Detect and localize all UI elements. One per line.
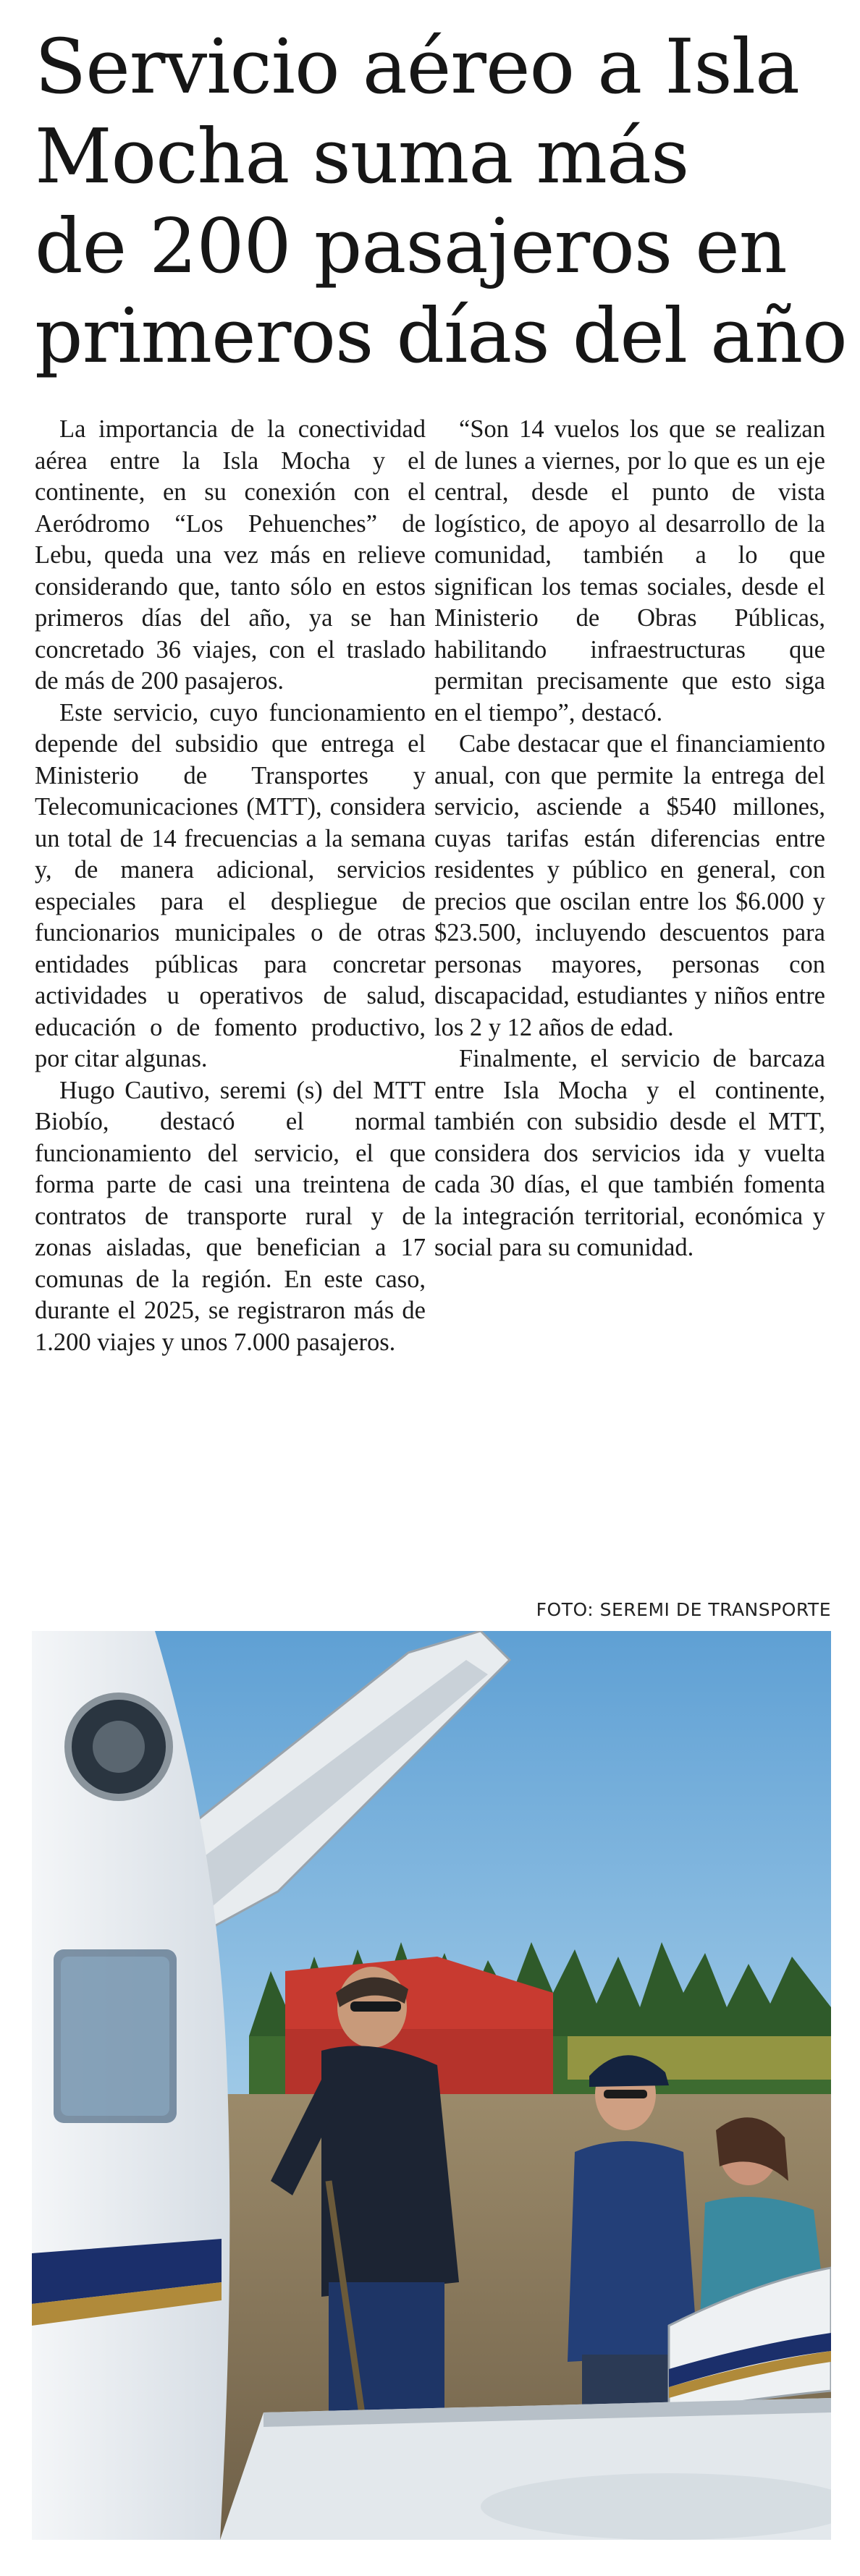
photo-credit: FOTO: SEREMI DE TRANSPORTE <box>536 1599 831 1620</box>
paragraph-1: La importancia de la conectividad aérea entre la Isla Mocha y el continente, en su conexión con el Aeródromo “Los Pehuenches” de Lebu, queda una vez más en relieve considerando que, tanto sólo en estos primeros días del año, ya se han concretado 36 viajes, con el traslado de más de 200 pasajeros. <box>35 415 426 695</box>
paragraph-4: “Son 14 vuelos los que se realizan de lunes a viernes, por lo que es un eje central, desde el punto de vista logístico, de apoyo al desarrollo de la comunidad, también a lo que significan los temas sociales, desde el Ministerio de Obras Públicas, habilitando infraestructuras que permitan precisamente que esto siga en el tiempo”, destacó. <box>434 415 825 726</box>
paragraph-2: Este servicio, cuyo funcionamiento depende del subsidio que entrega el Ministerio de Transportes y Telecomunicaciones (MTT), considera un total de 14 frecuencias a la semana y, de manera adicional, servicios especiales para el despliegue de funcionarios municipales o de otras entidades públicas para concretar actividades u operativos de salud, educación o de fomento productivo, por citar algunas. <box>35 698 426 1072</box>
paragraph-5: Cabe destacar que el financiamiento anual, con que permite la entrega del servicio, asciende a $540 millones, cuyas tarifas están diferencias entre residentes y público en general, con precios que oscilan entre los $6.000 y $23.500, incluyendo descuentos para personas mayores, personas con discapacidad, estudiantes y niños entre los 2 y 12 años de edad. <box>434 730 825 1041</box>
headline-line-1: Servicio aéreo a Isla <box>35 22 799 111</box>
headline-line-4: primeros días del año <box>35 292 847 380</box>
headline <box>35 22 847 381</box>
article-photo <box>32 1631 831 2540</box>
body-column-left <box>35 414 426 1358</box>
airplane-boarding-photo <box>32 1631 831 2540</box>
headline-line-3: de 200 pasajeros en <box>35 202 787 290</box>
paragraph-6: Finalmente, el servicio de barcaza entre Isla Mocha y el continente, también con subsidio desde el MTT, considera dos servicios ida y vuelta cada 30 días, el que también fomenta la integración territorial, económica y social para su comunidad. <box>434 1045 825 1261</box>
body-column-right <box>434 414 825 1264</box>
paragraph-3: Hugo Cautivo, seremi (s) del MTT Biobío, destacó el normal funcionamiento del servicio, el que forma parte de casi una treintena de contratos de transporte rural y de zonas aisladas, que benefician a 17 comunas de la región. En este caso, durante el 2025, se registraron más de 1.200 viajes y unos 7.000 pasajeros. <box>35 1076 426 1356</box>
foreground-wing <box>220 2398 831 2540</box>
headline-line-2: Mocha suma más <box>35 112 689 200</box>
